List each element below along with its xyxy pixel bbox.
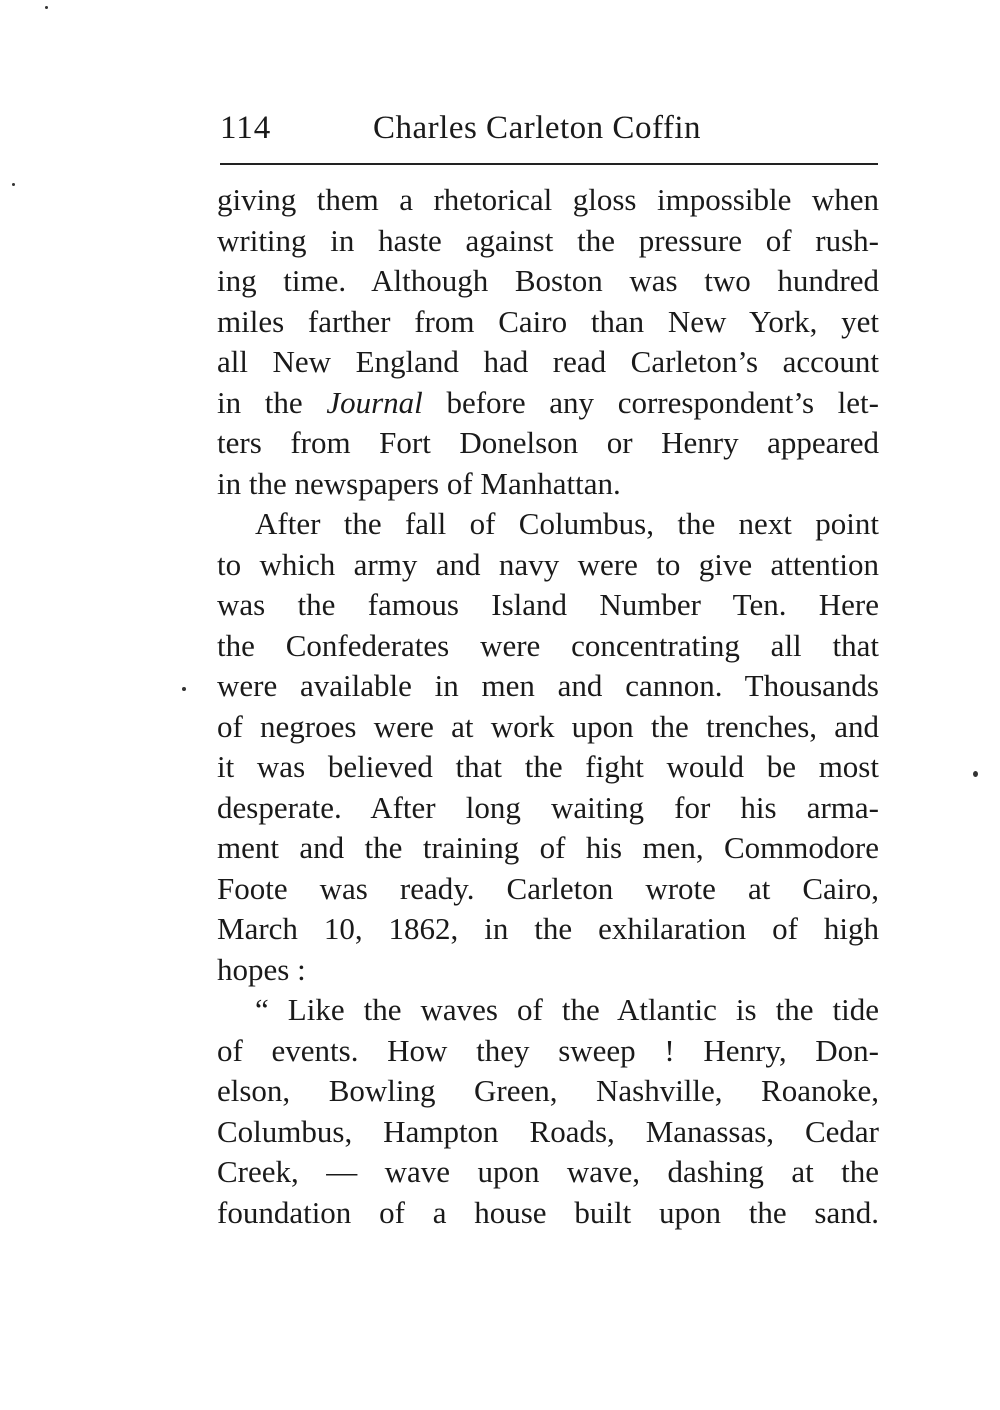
text-line [217,383,879,424]
text-line: it was believed that the fight would be most [217,749,879,784]
text-line: of events. How they sweep ! Henry, Don- [217,1032,879,1068]
body-text [217,180,879,1233]
text-line: After the fall of Columbus, the next point [255,506,879,541]
text-line: ters from Fort Donelson or Henry appeared [217,425,879,460]
scan-speck [12,183,15,186]
header-rule [220,163,878,165]
text-line: elson, Bowling Green, Nashville, Roanoke, [217,1073,879,1108]
text-line: all New England had read Carleton’s account [217,344,879,379]
text-line: were available in men and cannon. Thousands [217,668,879,703]
text-line: foundation of a house built upon the sand. [217,1194,879,1230]
text-line: March 10, 1862, in the exhilaration of high [217,911,879,946]
text-line: of negroes were at work upon the trenches, and [217,708,879,744]
text-line: in the newspapers of Manhattan. [217,465,621,501]
text-fragment: in the [217,384,327,420]
text-line: desperate. After long waiting for his arma- [217,789,879,825]
text-line: miles farther from Cairo than New York, yet [217,303,879,339]
page-number: 114 [220,110,272,146]
scan-speck [973,771,978,777]
text-line: Columbus, Hampton Roads, Manassas, Cedar [217,1113,879,1149]
text-line: Foote was ready. Carleton wrote at Cairo, [217,870,879,906]
text-line: giving them a rhetorical gloss impossible when [217,182,879,217]
running-head [220,110,878,160]
text-line: to which army and navy were to give attention [217,546,879,582]
running-title: Charles Carleton Coffin [373,110,701,146]
text-line: Creek, — wave upon wave, dashing at the [217,1154,879,1189]
scan-speck [182,687,186,691]
text-fragment: before any correspondent’s let- [422,384,879,420]
text-line: ing time. Although Boston was two hundred [217,263,879,298]
journal-italic: Journal [326,384,423,420]
text-line: “ Like the waves of the Atlantic is the tide [255,992,879,1027]
text-line: ment and the training of his men, Commodore [217,830,879,865]
scan-speck [45,6,48,9]
text-line: hopes : [217,951,306,987]
text-line: was the famous Island Number Ten. Here [217,587,879,622]
text-line: writing in haste against the pressure of rush- [217,222,879,258]
text-line: the Confederates were concentrating all that [217,627,879,663]
